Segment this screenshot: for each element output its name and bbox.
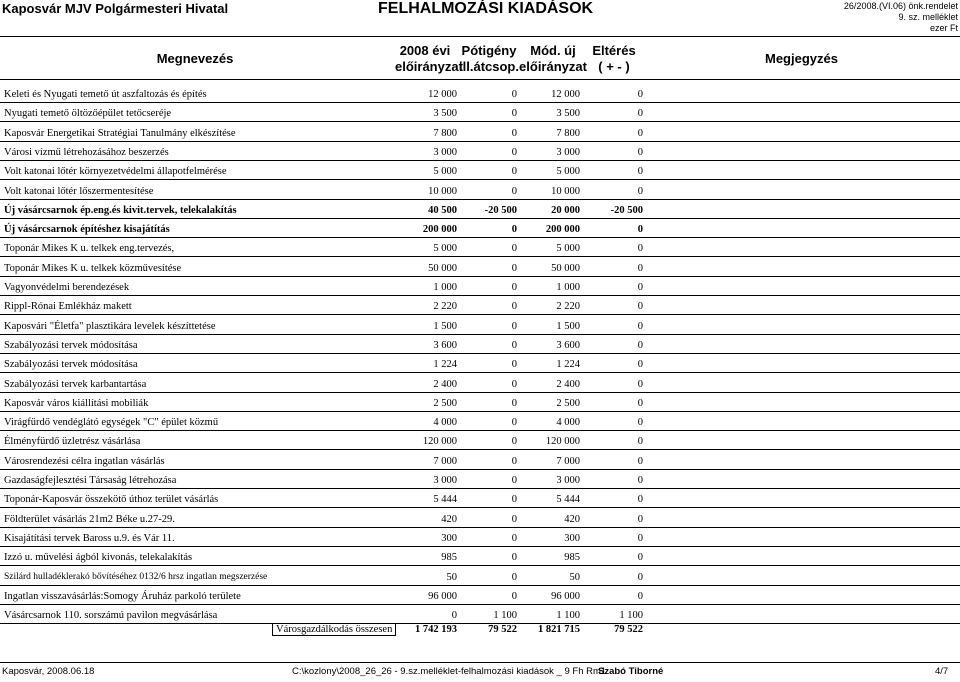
- row-separator: [0, 392, 960, 393]
- row-separator: [0, 507, 960, 508]
- row-additional: 0: [511, 572, 517, 583]
- row-original: 300: [441, 533, 457, 544]
- row-original: 0: [451, 610, 457, 621]
- row-difference: 0: [637, 533, 643, 544]
- row-original: 2 500: [433, 398, 457, 409]
- row-original: 200 000: [422, 224, 457, 235]
- row-name: Szabályozási tervek módosítása: [4, 340, 138, 351]
- row-separator: [0, 372, 960, 373]
- row-additional: 0: [511, 359, 517, 370]
- row-name: Városrendezési célra ingatlan vásárlás: [4, 456, 165, 467]
- col-header-modified: [519, 43, 587, 75]
- row-separator: [0, 430, 960, 431]
- row-difference: 0: [637, 456, 643, 467]
- row-name: Új vásárcsarnok építéshez kisajátítás: [4, 224, 170, 235]
- row-name: Volt katonai lőtér környezetvédelmi állapotfelmérése: [4, 166, 227, 177]
- row-difference: 0: [637, 514, 643, 525]
- row-difference: 0: [637, 417, 643, 428]
- row-name: Toponár Mikes K u. telkek közművesítése: [4, 263, 182, 274]
- row-modified: 10 000: [551, 186, 580, 197]
- row-name: Élményfürdő üzletrész vásárlása: [4, 436, 141, 447]
- row-name: Vagyonvédelmi berendezések: [4, 282, 130, 293]
- col-header-note: Megjegyzés: [765, 51, 838, 66]
- col-header-additional: [458, 43, 520, 75]
- row-original: 7 000: [433, 456, 457, 467]
- reference-block: [844, 1, 958, 34]
- row-separator: [0, 218, 960, 219]
- row-original: 40 500: [428, 205, 457, 216]
- row-original: 7 800: [433, 128, 457, 139]
- row-difference: 0: [637, 321, 643, 332]
- row-additional: 0: [511, 379, 517, 390]
- row-modified: 1 500: [556, 321, 580, 332]
- row-additional: 0: [511, 436, 517, 447]
- col-header-original: [395, 43, 463, 75]
- col-header-difference: [584, 43, 644, 75]
- row-original: 120 000: [422, 436, 457, 447]
- row-separator: [0, 334, 960, 335]
- row-original: 12 000: [428, 89, 457, 100]
- row-modified: 1 000: [556, 282, 580, 293]
- row-modified: 985: [564, 552, 580, 563]
- total-original: 1 742 193: [415, 624, 457, 635]
- reference-annex: 9. sz. melléklet: [898, 12, 958, 22]
- column-header-row: [0, 41, 960, 77]
- row-original: 2 400: [433, 379, 457, 390]
- row-modified: 7 000: [556, 456, 580, 467]
- row-original: 985: [441, 552, 457, 563]
- total-additional: 79 522: [488, 624, 517, 635]
- row-separator: [0, 469, 960, 470]
- row-name: Kaposvár város kiállítási mobiliák: [4, 398, 149, 409]
- row-original: 5 444: [433, 494, 457, 505]
- row-difference: 0: [637, 552, 643, 563]
- row-additional: 0: [511, 166, 517, 177]
- row-difference: 0: [637, 475, 643, 486]
- row-additional: 0: [511, 224, 517, 235]
- row-additional: 0: [511, 186, 517, 197]
- row-difference: 0: [637, 186, 643, 197]
- row-original: 1 224: [433, 359, 457, 370]
- row-difference: 0: [637, 572, 643, 583]
- row-modified: 1 100: [556, 610, 580, 621]
- row-additional: 0: [511, 321, 517, 332]
- row-name: Földterület vásárlás 21m2 Béke u.27-29.: [4, 514, 175, 525]
- row-modified: 5 444: [556, 494, 580, 505]
- row-name: Nyugati temető öltözőépület tetőcseréje: [4, 108, 172, 119]
- row-separator: [0, 160, 960, 161]
- row-name: Új vásárcsarnok ép.eng.és kivit.tervek, telekalakítás: [4, 205, 237, 216]
- row-original: 3 500: [433, 108, 457, 119]
- row-name: Szilárd hulladéklerakó bővítéséhez 0132/6 hrsz ingatlan megszerzése: [4, 572, 268, 582]
- row-difference: 0: [637, 128, 643, 139]
- col-header-difference-l2: ( + - ): [598, 59, 630, 74]
- row-separator: [0, 546, 960, 547]
- row-additional: 0: [511, 147, 517, 158]
- row-difference: 0: [637, 591, 643, 602]
- row-original: 420: [441, 514, 457, 525]
- row-separator: [0, 121, 960, 122]
- row-additional: 0: [511, 417, 517, 428]
- organization-name: Kaposvár MJV Polgármesteri Hivatal: [2, 1, 229, 16]
- row-difference: 0: [637, 301, 643, 312]
- row-modified: 12 000: [551, 89, 580, 100]
- row-name: Toponár Mikes K u. telkek eng.tervezés,: [4, 243, 175, 254]
- row-modified: 120 000: [545, 436, 580, 447]
- row-difference: 0: [637, 243, 643, 254]
- col-header-difference-l1: Eltérés: [592, 43, 636, 58]
- row-separator: [0, 179, 960, 180]
- row-difference: 0: [637, 340, 643, 351]
- row-name: Kisajátítási tervek Baross u.9. és Vár 11.: [4, 533, 175, 544]
- row-additional: 0: [511, 456, 517, 467]
- row-modified: 7 800: [556, 128, 580, 139]
- row-original: 96 000: [428, 591, 457, 602]
- row-separator: [0, 256, 960, 257]
- document-title: FELHALMOZÁSI KIADÁSOK: [378, 0, 594, 17]
- row-name: Izzó u. művelési ágból kivonás, telekalakítás: [4, 552, 193, 563]
- footer-file-path: C:\kozlony\2008_26_26 - 9.sz.melléklet-felhalmozási kiadások _ 9 Fh Rm1: [292, 666, 607, 677]
- col-header-modified-l1: Mód. új: [530, 43, 576, 58]
- row-additional: 0: [511, 591, 517, 602]
- row-name: Keleti és Nyugati temető út aszfaltozás és építés: [4, 89, 207, 100]
- reference-unit: ezer Ft: [929, 23, 958, 33]
- row-modified: 3 000: [556, 147, 580, 158]
- row-separator: [0, 237, 960, 238]
- row-name: Kaposvári "Életfa" plasztikára levelek készíttetése: [4, 321, 216, 332]
- reference-decree: 26/2008.(VI.06) önk.rendelet: [843, 1, 958, 11]
- footer-page-number: 4/7: [935, 666, 949, 677]
- title-band: [0, 0, 960, 33]
- col-header-additional-l1: Pótigény: [461, 43, 517, 58]
- row-modified: 300: [564, 533, 580, 544]
- row-additional: 0: [511, 89, 517, 100]
- row-modified: 5 000: [556, 166, 580, 177]
- col-header-name: Megnevezés: [156, 51, 234, 66]
- row-modified: 3 600: [556, 340, 580, 351]
- row-name: Toponár-Kaposvár összekötő úthoz terület vásárlás: [4, 494, 219, 505]
- row-original: 1 500: [433, 321, 457, 332]
- row-name: Volt katonai lőtér lőszermentesítése: [4, 186, 154, 197]
- footer-rule: [0, 662, 960, 663]
- row-difference: 0: [637, 379, 643, 390]
- row-additional: 0: [511, 514, 517, 525]
- row-separator: [0, 199, 960, 200]
- row-name: Kaposvár Energetikai Stratégiai Tanulmány elkészítése: [4, 128, 236, 139]
- row-original: 10 000: [428, 186, 457, 197]
- total-row: [0, 623, 960, 639]
- row-name: Szabályozási tervek módosítása: [4, 359, 138, 370]
- row-separator: [0, 295, 960, 296]
- row-modified: 96 000: [551, 591, 580, 602]
- row-additional: 0: [511, 552, 517, 563]
- row-difference: 0: [637, 89, 643, 100]
- row-difference: 1 100: [619, 610, 643, 621]
- header-top-rule: [0, 36, 960, 37]
- row-difference: 0: [637, 166, 643, 177]
- row-original: 3 000: [433, 475, 457, 486]
- row-additional: 0: [511, 494, 517, 505]
- row-difference: -20 500: [610, 205, 643, 216]
- row-original: 50 000: [428, 263, 457, 274]
- col-header-additional-l2: ill.átcsop.: [459, 59, 519, 74]
- row-modified: 20 000: [551, 205, 580, 216]
- row-separator: [0, 527, 960, 528]
- row-separator: [0, 449, 960, 450]
- row-modified: 420: [564, 514, 580, 525]
- row-separator: [0, 411, 960, 412]
- row-original: 2 220: [433, 301, 457, 312]
- row-name: Rippl-Rónai Emlékház makett: [4, 301, 132, 312]
- row-additional: 0: [511, 475, 517, 486]
- row-modified: 3 500: [556, 108, 580, 119]
- row-additional: 0: [511, 301, 517, 312]
- row-difference: 0: [637, 108, 643, 119]
- footer-author: Szabó Tiborné: [598, 666, 664, 677]
- total-difference: 79 522: [614, 624, 643, 635]
- row-additional: 0: [511, 398, 517, 409]
- col-header-original-l2: előirányzat: [395, 59, 463, 74]
- row-name: Ingatlan visszavásárlás:Somogy Áruház parkoló területe: [4, 591, 241, 602]
- row-difference: 0: [637, 263, 643, 274]
- row-difference: 0: [637, 494, 643, 505]
- row-difference: 0: [637, 359, 643, 370]
- row-additional: 0: [511, 263, 517, 274]
- row-separator: [0, 585, 960, 586]
- col-header-original-l1: 2008 évi: [399, 43, 451, 58]
- row-separator: [0, 314, 960, 315]
- row-additional: 0: [511, 243, 517, 254]
- row-modified: 3 000: [556, 475, 580, 486]
- row-separator: [0, 102, 960, 103]
- row-original: 4 000: [433, 417, 457, 428]
- row-modified: 4 000: [556, 417, 580, 428]
- row-separator: [0, 565, 960, 566]
- col-header-modified-l2: előirányzat: [519, 59, 587, 74]
- row-separator: [0, 353, 960, 354]
- row-modified: 50 000: [551, 263, 580, 274]
- row-additional: 0: [511, 282, 517, 293]
- row-modified: 5 000: [556, 243, 580, 254]
- total-label: Városgazdálkodás összesen: [272, 623, 396, 636]
- row-additional: 0: [511, 108, 517, 119]
- row-separator: [0, 141, 960, 142]
- row-original: 50: [446, 572, 457, 583]
- row-additional: 0: [511, 340, 517, 351]
- header-bottom-rule: [0, 79, 960, 80]
- row-modified: 1 224: [556, 359, 580, 370]
- row-modified: 2 220: [556, 301, 580, 312]
- row-additional: 0: [511, 128, 517, 139]
- row-additional: 1 100: [493, 610, 517, 621]
- row-modified: 2 500: [556, 398, 580, 409]
- page-footer: [0, 666, 960, 682]
- row-separator: [0, 276, 960, 277]
- row-name: Szabályozási tervek karbantartása: [4, 379, 147, 390]
- row-additional: 0: [511, 533, 517, 544]
- row-difference: 0: [637, 147, 643, 158]
- row-modified: 50: [569, 572, 580, 583]
- row-difference: 0: [637, 398, 643, 409]
- row-original: 3 000: [433, 147, 457, 158]
- row-name: Gazdaságfejlesztési Társaság létrehozása: [4, 475, 177, 486]
- row-original: 5 000: [433, 166, 457, 177]
- row-name: Városi vízmű létrehozásához beszerzés: [4, 147, 169, 158]
- row-difference: 0: [637, 282, 643, 293]
- total-modified: 1 821 715: [538, 624, 580, 635]
- row-modified: 200 000: [545, 224, 580, 235]
- row-original: 3 600: [433, 340, 457, 351]
- row-name: Virágfürdő vendéglátó egységek "C" épület közmű: [4, 417, 219, 428]
- row-original: 5 000: [433, 243, 457, 254]
- row-difference: 0: [637, 436, 643, 447]
- row-name: Vásárcsarnok 110. sorszámú pavilon megvásárlása: [4, 610, 218, 621]
- row-separator: [0, 604, 960, 605]
- row-original: 1 000: [433, 282, 457, 293]
- row-modified: 2 400: [556, 379, 580, 390]
- row-difference: 0: [637, 224, 643, 235]
- row-separator: [0, 488, 960, 489]
- row-additional: -20 500: [484, 205, 517, 216]
- footer-place-date: Kaposvár, 2008.06.18: [2, 666, 95, 677]
